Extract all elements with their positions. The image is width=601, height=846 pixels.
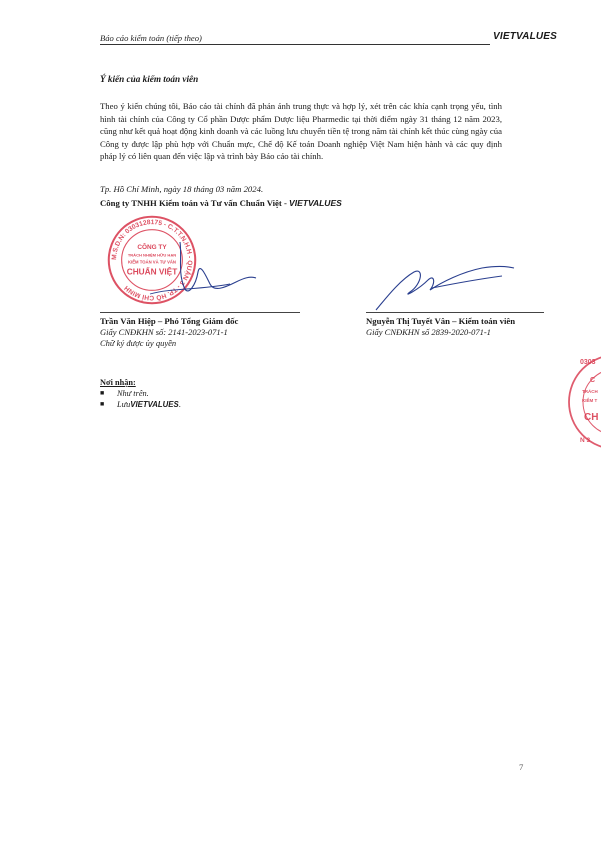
signatory-name-left: Trần Văn Hiệp – Phó Tổng Giám đốc <box>100 316 239 326</box>
page-number: 7 <box>519 762 524 772</box>
recipients-list <box>100 388 181 410</box>
signatory-cert-left: Giấy CNĐKHN số: 2141-2023-071-1 <box>100 327 228 337</box>
seal-line-2: TRÁCH NHIỆM HỮU HẠN <box>127 252 177 258</box>
header-rule <box>100 44 490 45</box>
recipient-text: Lưu <box>117 400 131 409</box>
signatory-left <box>100 312 330 349</box>
seal-ring-text: M.S.D.N: 0303128175 - C.T.T.N.H.H - QUẬN 3 - TP. HỒ CHÍ MINH <box>111 219 193 301</box>
list-item <box>100 388 181 399</box>
edge-seal-line-4: KIỂM T <box>582 398 598 403</box>
edge-seal-line-6: N 3 <box>580 437 591 444</box>
signature-line-right <box>366 312 544 313</box>
bullet-icon: ■ <box>100 389 105 397</box>
seal-line-4: CHUẨN VIỆT <box>126 267 178 277</box>
firm-brand-logo: VIETVALUES <box>289 198 342 208</box>
header-title: Báo cáo kiểm toán (tiếp theo) <box>100 33 202 43</box>
firm-name <box>100 198 342 208</box>
signatory-right <box>366 312 596 338</box>
signature-right <box>372 258 522 316</box>
edge-seal-line-1: 0303 <box>580 359 596 366</box>
list-item <box>100 399 181 410</box>
opinion-paragraph: Theo ý kiến chúng tôi, Báo cáo tài chính đã phản ánh trung thực và hợp lý, xét trên các khía cạnh trọng yếu, tình hình tài chính của Công ty Cổ phần Dược phẩm Dược liệu Pharmedic tại thời điểm ngày 31 tháng 12 năm 2023, cũng như kết quả hoạt động kinh doanh và các luồng lưu chuyển tiền tệ trong năm tài chính kết thúc cùng ngày của Công ty được lập phù hợp với Chuẩn mực, Chế độ Kế toán Doanh nghiệp Việt Nam hiện hành và các quy định pháp lý có liên quan đến việc lập và trình bày Báo cáo tài chính. <box>100 101 502 162</box>
section-title: Ý kiến của kiểm toán viên <box>100 74 199 84</box>
signatory-name-right: Nguyễn Thị Tuyết Vân – Kiểm toán viên <box>366 316 516 326</box>
edge-seal-line-2: C <box>590 377 596 384</box>
edge-seal-line-5: CH <box>584 412 599 423</box>
signature-line-left <box>100 312 300 313</box>
recipient-suffix: . <box>178 400 181 409</box>
recipients-title: Nơi nhận: <box>100 378 136 387</box>
seal-line-3: KIỂM TOÁN VÀ TƯ VẤN <box>128 259 176 265</box>
recipient-brand-logo: VIETVALUES <box>130 400 179 409</box>
signature-left <box>140 232 260 312</box>
seal-line-1: CÔNG TY <box>137 243 167 251</box>
signatory-cert-right: Giấy CNĐKHN số 2839-2020-071-1 <box>366 327 491 337</box>
place-date: Tp. Hồ Chí Minh, ngày 18 tháng 03 năm 2024. <box>100 184 264 194</box>
recipient-text: Như trên. <box>117 389 149 398</box>
signatory-note-left: Chữ ký được ủy quyền <box>100 338 177 348</box>
header-brand-logo: VIETVALUES <box>493 31 558 42</box>
page-edge-seal <box>568 350 601 454</box>
firm-name-text: Công ty TNHH Kiểm toán và Tư vấn Chuẩn Việt - <box>100 198 290 208</box>
bullet-icon: ■ <box>100 400 105 408</box>
edge-seal-line-3: TRÁCH <box>582 389 598 394</box>
recipients <box>100 377 181 410</box>
